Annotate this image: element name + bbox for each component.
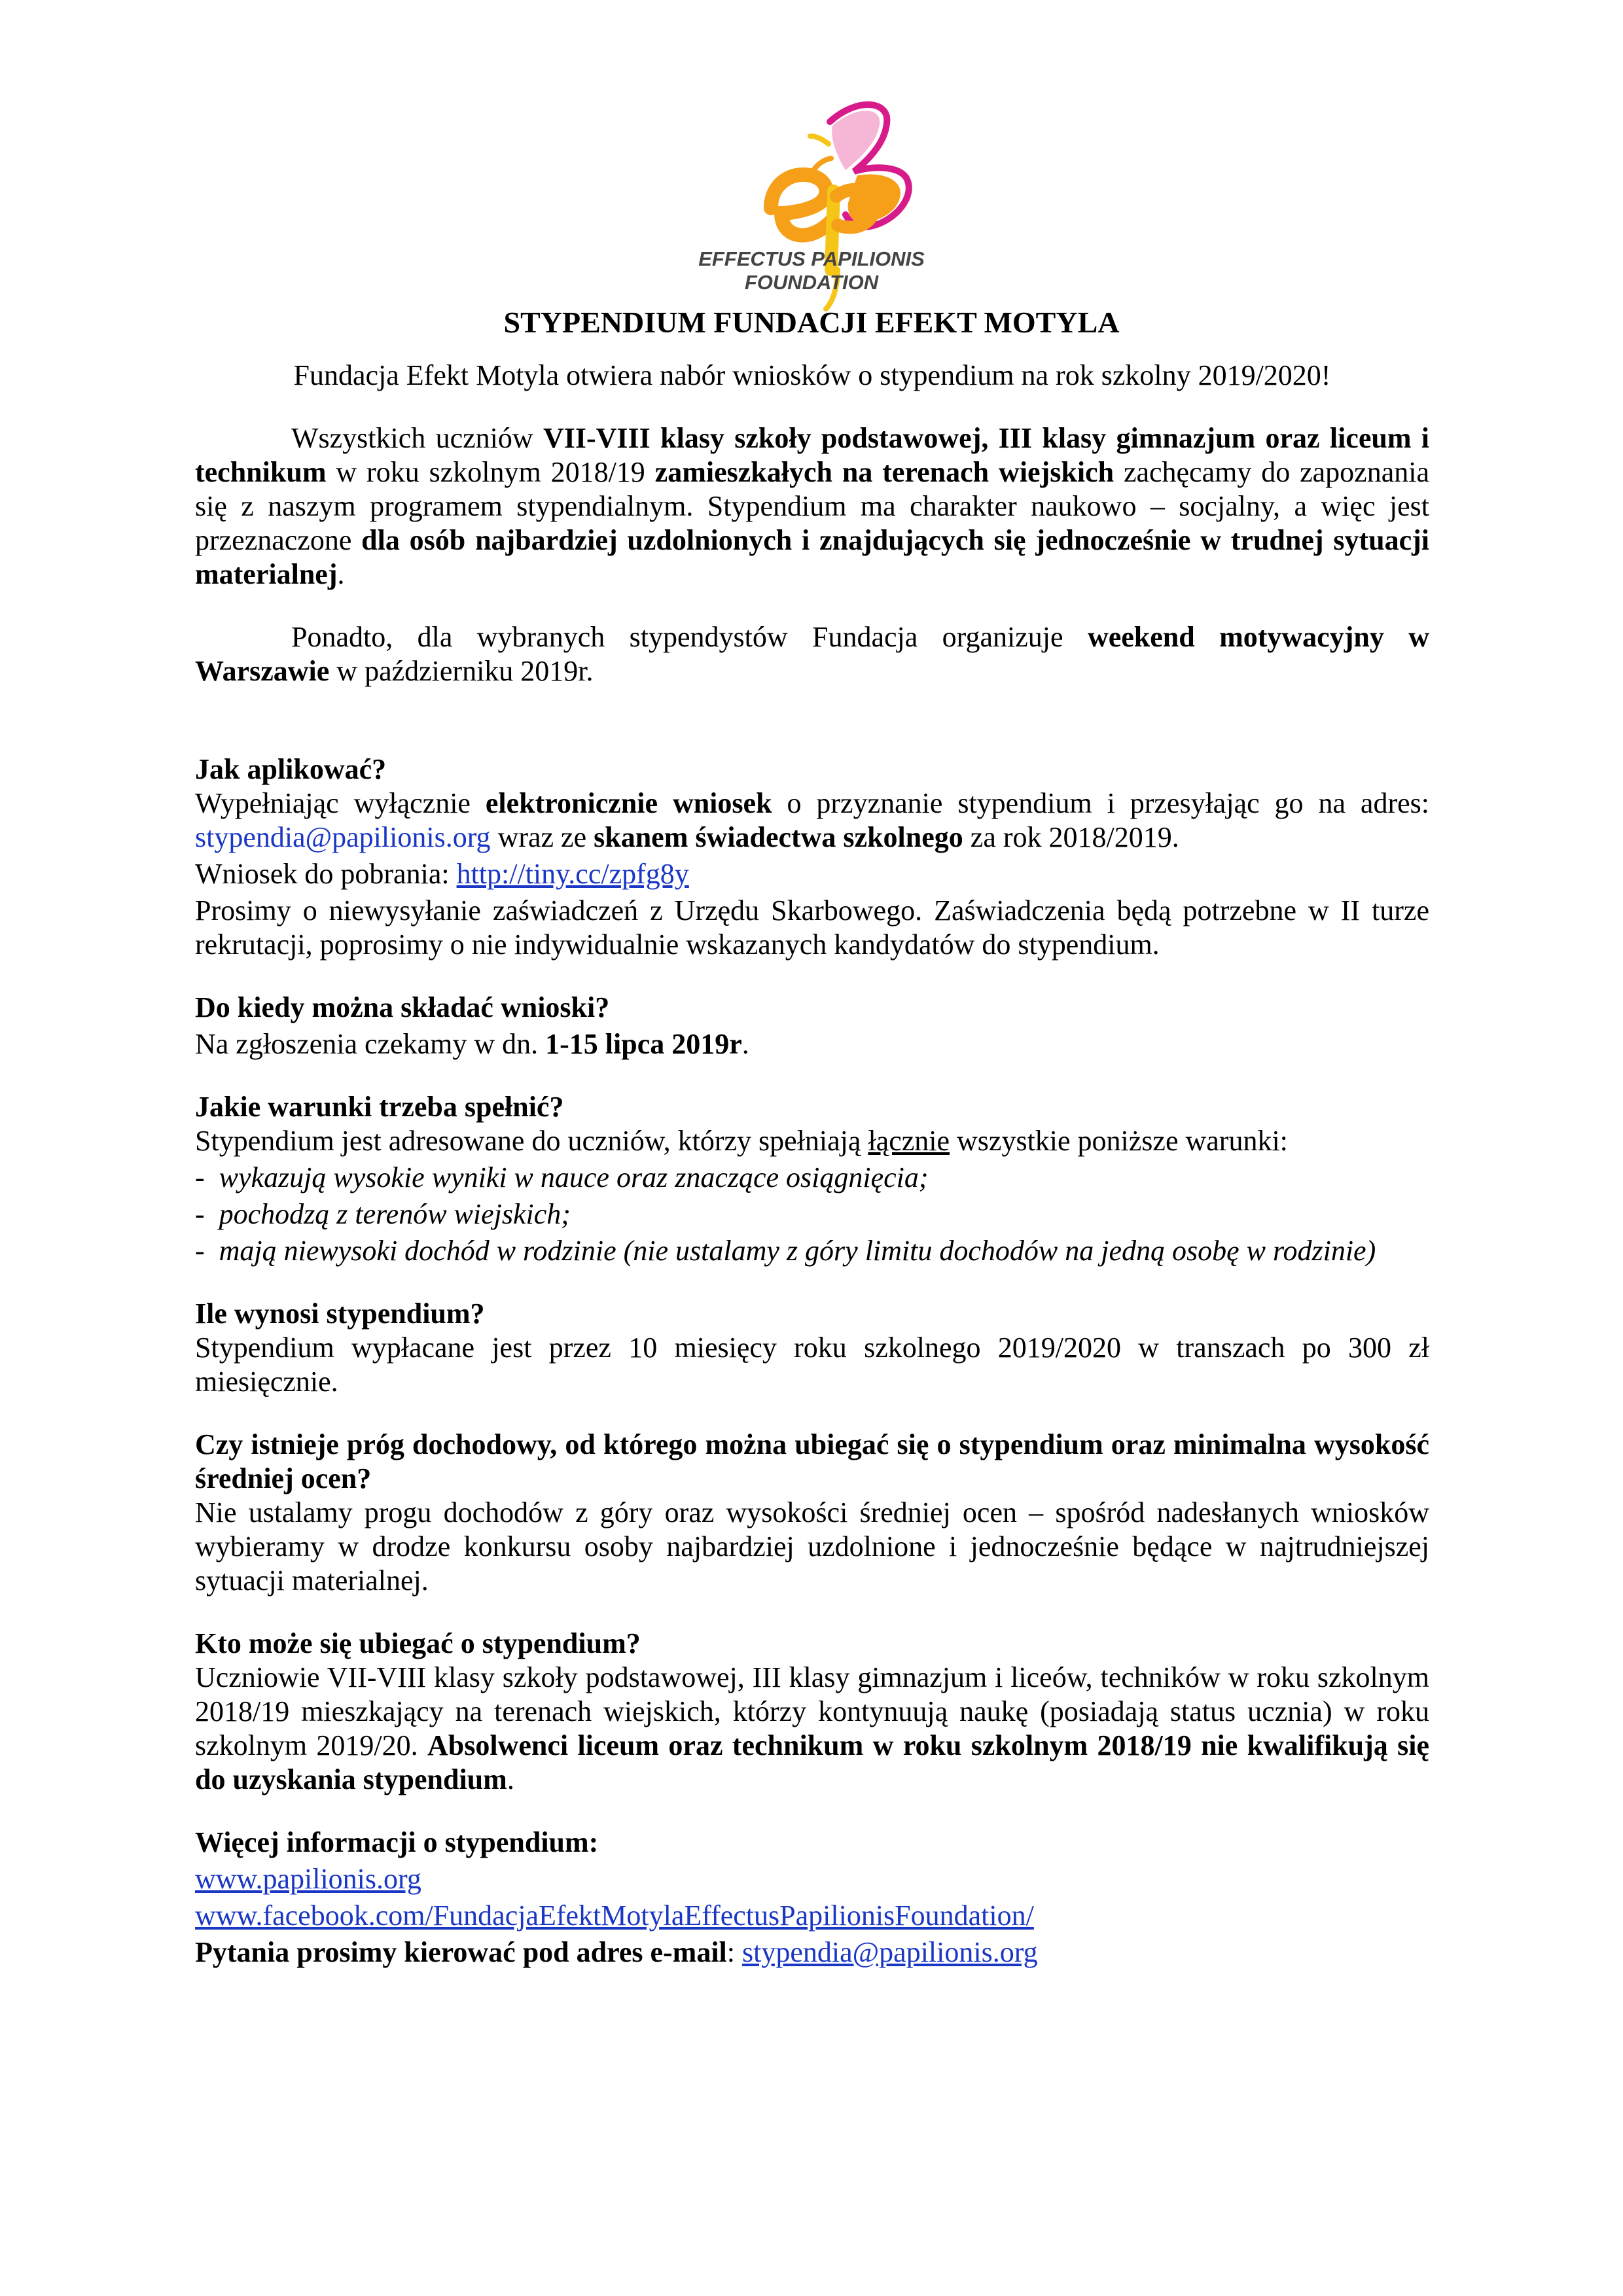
logo-text: EFFECTUS PAPILIONIS FOUNDATION (698, 247, 925, 294)
text: wszystkie poniższe warunki: (950, 1125, 1288, 1157)
heading-amount: Ile wynosi stypendium? (195, 1298, 485, 1330)
facebook-link[interactable]: www.facebook.com/FundacjaEfektMotylaEffectusPapilionisFoundation/ (195, 1899, 1034, 1932)
heading-threshold: Czy istnieje próg dochodowy, od którego można ubiegać się o stypendium oraz minimalna wysokość średniej ocen? (195, 1428, 1429, 1494)
bold-text: VII-VIII klasy szkoły podstawowej, III klasy gimnazjum oraz liceum i technikum (195, 422, 1430, 488)
download-link[interactable]: http://tiny.cc/zpfg8y (456, 858, 689, 890)
conditions-text (195, 1124, 1429, 1158)
contact-label: Pytania prosimy kierować pod adres e-mail (195, 1936, 727, 1968)
heading-conditions: Jakie warunki trzeba spełnić? (195, 1091, 564, 1123)
text: Wszystkich uczniów (291, 422, 543, 454)
list-item: - pochodzą z terenów wiejskich; (195, 1198, 571, 1230)
contact-line (195, 1935, 1429, 1969)
heading-who: Kto może się ubiegać o stypendium? (195, 1627, 641, 1659)
deadline-text (195, 1027, 1429, 1061)
heading-more: Więcej informacji o stypendium: (195, 1826, 599, 1858)
paragraph-weekend (195, 620, 1429, 688)
text: o przyznanie stypendium i przesyłając go na adres: (772, 787, 1429, 819)
bold-text: Absolwenci liceum oraz technikum w roku szkolnym 2018/19 nie kwalifikują się do uzyskania stypendium (195, 1729, 1430, 1795)
text: zachęcamy do zapoznania się z naszym programem stypendialnym. Stypendium ma charakter naukowo – socjalny, a więc jest przeznaczone (195, 456, 1429, 556)
text: w październiku 2019r. (329, 655, 594, 687)
text: Stypendium jest adresowane do uczniów, którzy spełniają (195, 1125, 868, 1157)
contact-email-link[interactable]: stypendia@papilionis.org (742, 1936, 1038, 1968)
bold-text: zamieszkałych na terenach wiejskich (654, 456, 1115, 488)
download-line (195, 857, 1429, 891)
heading-apply: Jak aplikować? (195, 753, 387, 785)
bold-text: weekend motywacyjny w Warszawie (195, 621, 1429, 687)
heading-deadline: Do kiedy można składać wnioski? (195, 991, 610, 1023)
text: Uczniowie VII-VIII klasy szkoły podstawowej, III klasy gimnazjum i liceów, techników w roku szkolnym 2018/19 mieszkający na terenach wiejskich, którzy kontynuują naukę (posiadają status ucznia) w roku szkolnym 2019/20. (195, 1661, 1429, 1761)
text: za rok 2018/2019. (963, 821, 1179, 853)
text: : (726, 1936, 743, 1968)
bold-text: skanem świadectwa szkolnego (594, 821, 963, 853)
bold-text: elektronicznie wniosek (485, 787, 772, 819)
bold-text: 1-15 lipca 2019r (545, 1028, 742, 1060)
text: Wypełniając wyłącznie (195, 787, 486, 819)
list-item: - wykazują wysokie wyniki w nauce oraz znaczące osiągnięcia; (195, 1161, 929, 1193)
document-body (195, 359, 1429, 1969)
text: Ponadto, dla wybranych stypendystów Fundacja organizuje (291, 621, 1088, 653)
paragraph-eligibility (195, 421, 1429, 592)
amount-text: Stypendium wypłacane jest przez 10 miesięcy roku szkolnego 2019/2020 w transzach po 300 zł miesięcznie. (195, 1332, 1429, 1398)
bold-text: dla osób najbardziej uzdolnionych i znajdujących się jednocześnie w trudnej sytuacji materialnej (195, 524, 1430, 590)
text: wraz ze (490, 821, 594, 853)
apply-note: Prosimy o niewysyłanie zaświadczeń z Urzędu Skarbowego. Zaświadczenia będą potrzebne w II turze rekrutacji, poprosimy o nie indywidualnie wskazanych kandydatów do stypendium. (195, 894, 1429, 961)
text: . (507, 1763, 514, 1795)
text: . (337, 558, 345, 590)
email-link[interactable]: stypendia@papilionis.org (195, 821, 491, 853)
page-title: STYPENDIUM FUNDACJI EFEKT MOTYLA (503, 306, 1120, 339)
underlined-text: łącznie (868, 1125, 950, 1157)
intro-text: Fundacja Efekt Motyla otwiera nabór wniosków o stypendium na rok szkolny 2019/2020! (293, 359, 1331, 391)
list-item-text: wykazują wysokie wyniki w nauce oraz znaczące osiągnięcia; (219, 1161, 929, 1193)
apply-text (195, 786, 1429, 855)
text: w roku szkolnym 2018/19 (326, 456, 655, 488)
text: . (741, 1028, 749, 1060)
ep-butterfly-logo (641, 98, 982, 314)
threshold-text: Nie ustalamy progu dochodów z góry oraz wysokości średniej ocen – spośród nadesłanych wniosków wybieramy w drodze konkursu osoby najbardziej uzdolnione i jednocześnie będące w najtrudniejszej sytuacji materialnej. (195, 1496, 1429, 1597)
website-link[interactable]: www.papilionis.org (195, 1863, 421, 1895)
list-item-text: pochodzą z terenów wiejskich; (219, 1198, 571, 1230)
download-label: Wniosek do pobrania: (195, 858, 457, 890)
who-text (195, 1661, 1429, 1797)
list-item: - mają niewysoki dochód w rodzinie (nie ustalamy z góry limitu dochodów na jedną osobę w rodzinie) (195, 1235, 1376, 1267)
list-item-text: mają niewysoki dochód w rodzinie (nie ustalamy z góry limitu dochodów na jedną osobę w rodzinie) (219, 1235, 1376, 1267)
text: Na zgłoszenia czekamy w dn. (195, 1028, 546, 1060)
